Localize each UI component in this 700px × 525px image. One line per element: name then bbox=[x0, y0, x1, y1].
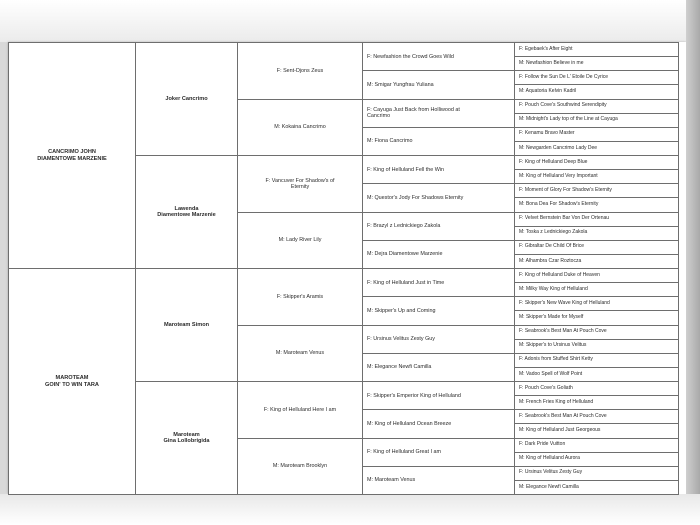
gen5-ancestor: M: Skipper's Made for Myself bbox=[515, 311, 679, 325]
gen2-ancestor: Lawenda Diamentowe Marzenie bbox=[136, 156, 238, 269]
gen5-ancestor: M: King of Helluland Just Georgeous bbox=[515, 424, 679, 438]
gen5-ancestor: F: King of Helluland Deep Blue bbox=[515, 156, 679, 170]
gen5-ancestor: F: Ursinus Velitus Zesty Guy bbox=[515, 466, 679, 480]
gen5-ancestor: F: Skipper's New Wave King of Helluland bbox=[515, 297, 679, 311]
gen2-ancestor: Joker Cancrimo bbox=[136, 43, 238, 156]
gen5-ancestor: M: Skipper's to Ursinus Velitus bbox=[515, 339, 679, 353]
gen5-ancestor: F: Moment of Glory For Shadow's Eternity bbox=[515, 184, 679, 198]
gen5-ancestor: F: Kenamu Bravo Master bbox=[515, 127, 679, 141]
gen3-ancestor: F: Vancuver For Shadow's of Eternity bbox=[238, 156, 363, 213]
gen3-ancestor: F: King of Helluland Here I am bbox=[238, 382, 363, 439]
gen3-ancestor: M: Maroteam Brooklyn bbox=[238, 438, 363, 495]
gen5-ancestor: M: Vadoo Spell of Wolf Point bbox=[515, 367, 679, 381]
gen4-ancestor: F: King of Helluland Just in Time bbox=[363, 269, 515, 297]
top-margin bbox=[0, 0, 700, 42]
gen4-ancestor: M: Skipper's Up and Coming bbox=[363, 297, 515, 325]
gen5-ancestor: M: French Fries King of Helluland bbox=[515, 396, 679, 410]
gen4-ancestor: F: King of Helluland Fell the Win bbox=[363, 156, 515, 184]
gen5-ancestor: F: Follow the Sun De L' Etoile De Cyrice bbox=[515, 71, 679, 85]
gen5-ancestor: M: Midnight's Lady top of the Line at Cayuga bbox=[515, 113, 679, 127]
gen5-ancestor: F: Egebaek's After Eight bbox=[515, 43, 679, 57]
gen4-ancestor: M: Smigar Yungfrau Yuliana bbox=[363, 71, 515, 99]
gen5-ancestor: M: Newgarden Cancrimo Lady Dee bbox=[515, 141, 679, 155]
gen5-ancestor: M: Alhambra Czar Roztocza bbox=[515, 254, 679, 268]
gen5-ancestor: F: Seabrook's Best Man At Pouch Cove bbox=[515, 410, 679, 424]
gen5-ancestor: F: Gibraltar De Child Of Brice bbox=[515, 240, 679, 254]
gen5-ancestor: M: Toska z Lednickiego Zakola bbox=[515, 226, 679, 240]
gen4-ancestor: F: Cayuga Just Back from Holliwood at Cancrimo bbox=[363, 99, 515, 127]
gen5-ancestor: M: Bona Dea For Shadow's Eternity bbox=[515, 198, 679, 212]
gen2-ancestor: Maroteam Simon bbox=[136, 269, 238, 382]
pedigree-row bbox=[9, 269, 679, 283]
gen5-ancestor: F: Velvet Bernstein Bar Von Der Ortenau bbox=[515, 212, 679, 226]
gen4-ancestor: M: King of Helluland Ocean Breeze bbox=[363, 410, 515, 438]
bottom-margin bbox=[0, 494, 700, 525]
gen4-ancestor: F: Newfashion the Crowd Goes Wild bbox=[363, 43, 515, 71]
gen5-ancestor: M: King of Helluland Aurora bbox=[515, 452, 679, 466]
gen5-ancestor: F: Dark Pride Vuitton bbox=[515, 438, 679, 452]
gen5-ancestor: F: King of Helluland Duke of Heaven bbox=[515, 269, 679, 283]
gen5-ancestor: M: Milky Way King of Helluland bbox=[515, 283, 679, 297]
gen4-ancestor: M: Maroteam Venus bbox=[363, 466, 515, 494]
gen1-ancestor: MAROTEAM GOIN' TO WIN TARA bbox=[9, 269, 136, 495]
gen3-ancestor: F: Skipper's Aramis bbox=[238, 269, 363, 326]
gen5-ancestor: F: Adonis from Stuffed Shirt Ketty bbox=[515, 353, 679, 367]
gen5-ancestor: M: Aquatoria Kelvin Kadril bbox=[515, 85, 679, 99]
right-shadow bbox=[686, 0, 700, 525]
pedigree-table bbox=[8, 42, 679, 495]
gen4-ancestor: M: Elegance Newfi Camilla bbox=[363, 353, 515, 381]
gen5-ancestor: F: Pouch Cove's Goliath bbox=[515, 382, 679, 396]
gen3-ancestor: M: Maroteam Venus bbox=[238, 325, 363, 382]
gen3-ancestor: M: Kokaina Cancrimo bbox=[238, 99, 363, 156]
gen4-ancestor: M: Questor's Jody For Shadows Eternity bbox=[363, 184, 515, 212]
gen5-ancestor: F: Seabrook's Best Man At Pouch Cove bbox=[515, 325, 679, 339]
gen4-ancestor: M: Dejra Diamentowe Marzenie bbox=[363, 240, 515, 268]
gen1-ancestor: CANCRIMO JOHN DIAMENTOWE MARZENIE bbox=[9, 43, 136, 269]
gen4-ancestor: F: Skipper's Emperior King of Helluland bbox=[363, 382, 515, 410]
gen5-ancestor: M: Newfashion Believe in me bbox=[515, 57, 679, 71]
gen4-ancestor: F: Brazyl z Lednickiego Zakola bbox=[363, 212, 515, 240]
gen4-ancestor: F: Ursinus Velitus Zesty Guy bbox=[363, 325, 515, 353]
gen3-ancestor: M: Lady River Lily bbox=[238, 212, 363, 269]
pedigree-row bbox=[9, 43, 679, 57]
gen5-ancestor: M: Elegance Newfi Camilla bbox=[515, 480, 679, 494]
gen2-ancestor: Maroteam Gina Lollobrigida bbox=[136, 382, 238, 495]
gen3-ancestor: F: Sent-Djons Zeus bbox=[238, 43, 363, 100]
gen4-ancestor: M: Fiona Cancrimo bbox=[363, 127, 515, 155]
gen5-ancestor: F: Pouch Cove's Southwind Serendipity bbox=[515, 99, 679, 113]
gen5-ancestor: M: King of Helluland Very Important bbox=[515, 170, 679, 184]
gen4-ancestor: F: King of Helluland Great I am bbox=[363, 438, 515, 466]
